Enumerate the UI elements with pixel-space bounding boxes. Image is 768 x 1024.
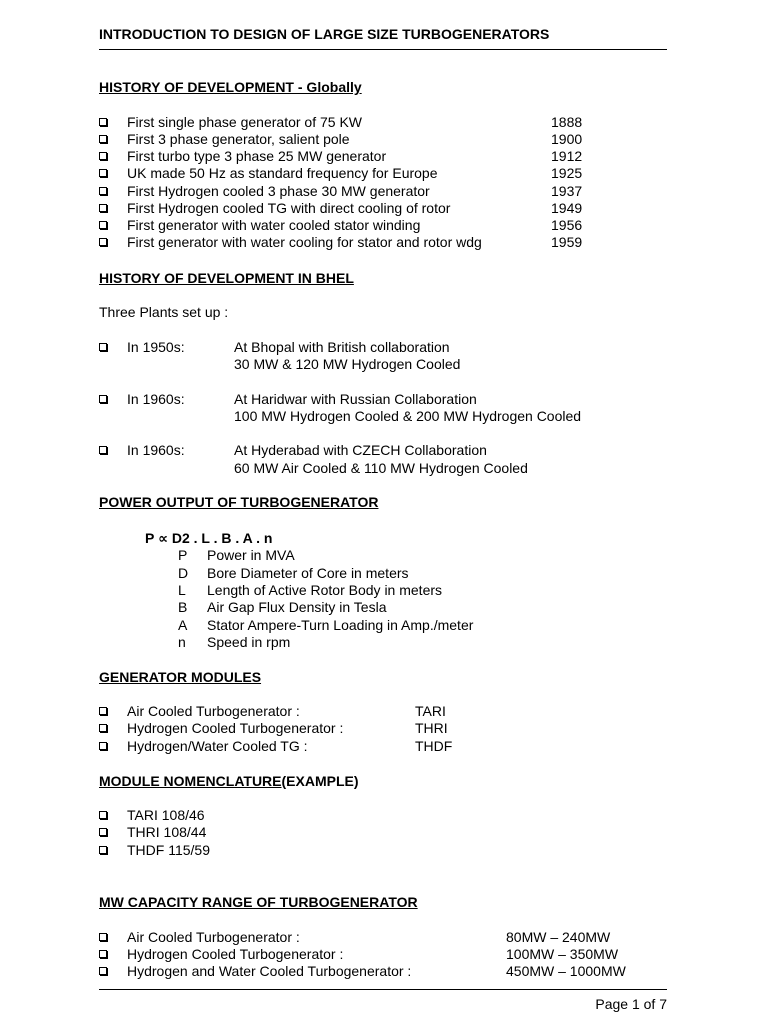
plants-intro: Three Plants set up : [99,304,229,320]
checkbox-bullet-icon [99,846,107,854]
generator-modules-heading: GENERATOR MODULES [99,669,262,685]
checkbox-bullet-icon [99,169,107,177]
plant-detail: 100 MW Hydrogen Cooled & 200 MW Hydrogen Cooled [234,408,582,424]
plant-detail: 60 MW Air Cooled & 110 MW Hydrogen Cooled [234,460,528,476]
checkbox-bullet-icon [99,724,107,732]
power-output-heading: POWER OUTPUT OF TURBOGENERATOR [99,494,379,510]
checkbox-bullet-icon [99,118,107,126]
document-title: INTRODUCTION TO DESIGN OF LARGE SIZE TURBOGENERATORS [99,26,550,42]
checkbox-bullet-icon [99,828,107,836]
checkbox-bullet-icon [99,238,107,246]
checkbox-bullet-icon [99,343,107,351]
nomenclature-heading: MODULE NOMENCLATURE(EXAMPLE) [99,773,359,789]
checkbox-bullet-icon [99,811,107,819]
checkbox-bullet-icon [99,446,107,454]
checkbox-bullet-icon [99,221,107,229]
checkbox-bullet-icon [99,187,107,195]
history-global-heading: HISTORY OF DEVELOPMENT - Globally [99,79,362,95]
footer-rule [99,989,667,990]
checkbox-bullet-icon [99,967,107,975]
history-bhel-heading: HISTORY OF DEVELOPMENT IN BHEL [99,270,354,286]
checkbox-bullet-icon [99,933,107,941]
title-rule [99,49,667,50]
capacity-heading: MW CAPACITY RANGE OF TURBOGENERATOR [99,894,418,910]
checkbox-bullet-icon [99,707,107,715]
checkbox-bullet-icon [99,135,107,143]
power-formula: P ∝ D2 . L . B . A . n [145,530,273,546]
checkbox-bullet-icon [99,742,107,750]
checkbox-bullet-icon [99,152,107,160]
checkbox-bullet-icon [99,950,107,958]
page-number: Page 1 of 7 [595,996,667,1012]
checkbox-bullet-icon [99,204,107,212]
plant-detail: 30 MW & 120 MW Hydrogen Cooled [234,356,461,372]
checkbox-bullet-icon [99,395,107,403]
